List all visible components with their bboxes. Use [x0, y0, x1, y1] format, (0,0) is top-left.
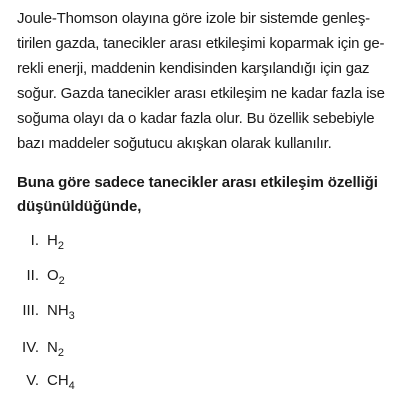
question-line: düşünüldüğünde, [17, 198, 142, 215]
passage-line: tirilen gazda, tanecikler arası etkileşimi koparmak için ge- [17, 35, 385, 52]
option-item-5 [17, 368, 75, 394]
option-label: I. [30, 232, 39, 249]
passage-line: Joule-Thomson olayına göre izole bir sistemde genleş- [17, 10, 370, 27]
formula-subscript: 2 [57, 240, 64, 252]
option-item-2 [17, 263, 65, 289]
option-formula [47, 339, 64, 359]
passage-line: soğur. Gazda tanecikler arası etkileşim ne kadar fazla ise [17, 85, 385, 102]
option-formula [47, 267, 65, 287]
passage-line: rekli enerji, maddenin kendisinden karşılandığı için gaz [17, 60, 370, 77]
option-label: IV. [22, 339, 39, 356]
formula-main: H [47, 232, 58, 249]
option-label: III. [22, 302, 39, 319]
option-formula [47, 232, 64, 252]
formula-main: CH [47, 372, 69, 389]
option-label: V. [26, 372, 39, 389]
formula-subscript: 3 [68, 310, 75, 322]
formula-subscript: 4 [68, 380, 75, 392]
option-item-3 [17, 298, 75, 324]
option-formula [47, 302, 75, 322]
formula-subscript: 2 [58, 275, 65, 287]
options-list [17, 0, 217, 406]
option-label: II. [26, 267, 39, 284]
passage-line: soğuma olayı da o kadar fazla olur. Bu özellik sebebiyle [17, 110, 375, 127]
option-item-1 [17, 228, 64, 254]
passage-line: bazı maddeler soğutucu akışkan olarak kullanılır. [17, 135, 332, 152]
option-item-4 [17, 335, 64, 361]
formula-main: NH [47, 302, 69, 319]
formula-main: N [47, 339, 58, 356]
formula-main: O [47, 267, 59, 284]
question-line: Buna göre sadece tanecikler arası etkileşim özelliği [17, 174, 378, 191]
formula-subscript: 2 [57, 347, 64, 359]
option-formula [47, 372, 75, 392]
